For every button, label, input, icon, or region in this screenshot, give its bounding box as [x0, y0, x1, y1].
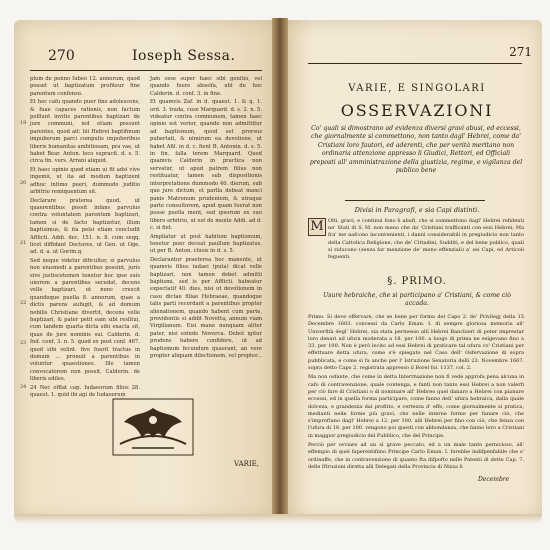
right-page-number: 271 [509, 45, 532, 59]
right-body-para: Primo. Si deve offervare, che se bene per forma del Capo 2. de' Privilegj della 15 Decembre 1603. concessi da Carlo Eman. I. di sempre gloriosa memoria all' Univerfità degl' Hebrei, sia stata permesso alli Hebrei Banchieri di poter imprestar loro denari ad ufura moderata a 18. per 100. a luogo di prima ne esigevano fino a 33. per 100. Non è però lecito ad essi Hebrei di praticare tal ufura co' Cristiani per effettuare detta ufura, come s'è spiegato nel Caso dell' Osfervazione di sopra pubblicata, e come si fa anche per l' Istruzione Senatoria delli 23. Novembre 1667. sopra detto Capo 2. registrata appresso il Borel fol. 1137. col. 2. [308, 314, 524, 372]
section-subtitle: Usure hebraiche, che si participano a' Cristiani, & come ciò accada. [323, 292, 511, 307]
left-col1-para: Et haec opinio quod etiam ui fit adsi vive ingemii, ut ita ad modum baptizent adhuc intimo pueri, dummodo juditio arbitrio remiquentum sit. [30, 166, 140, 196]
page-edge [14, 514, 542, 524]
left-col2-para: Declarantur praeterea hoc manente, ut quamvis filius iudaei (puta) dicat velle baptizari, non tamen debet admitti baptismi, sed is per Afflicti. habeatur expectatif 40. dies, nisi ut devotionem in casu dictae filiae Hebraeae, quandoque talis parti recordant a parentibus propter alienationem, quando habent cum parte, providentis si addit Novetta, annum viam Virgilianum. Eisi mane nunquam aliter pater, nisi exinde Noverca. Debet igitur prudens habere confidere, ut ad baptismum fecundum quaerant, an vere propter aliquam dilectionem, vel propter... [150, 256, 262, 360]
margin-number: 21 [20, 240, 27, 246]
left-running-title: Ioseph Sessa. [132, 48, 236, 64]
margin-number: 22 [20, 300, 27, 306]
heading-main: OSSERVAZIONI [340, 101, 494, 120]
right-catchword: Decembre [478, 476, 510, 483]
tailpiece-ornament [112, 398, 194, 456]
left-column-1 [30, 76, 140, 400]
left-col2-para: Jam osse super haec sibi genitio, vel quando fuere abseifa, ubl de hoc Calderin. d. conf. 3. in fine. [150, 76, 262, 97]
right-body-para: Ma non osfante, che come in detta Interrnazione non fi vede approfa pena alcuna in cafo di contravenzione, quale contenga, e fanti non tanto essi Hebrei a non valerfi per ciò fare di Cristiani o di nominare all' Hebreo quel danaro a Hebrei con pianure eccessi, ed in quella forma participare, come fanno dell' ufura hebraica, dalla quale dolceza, e grandezza dal profitto, e certezza d' effo, come giornalmente si pratica, medianti nelle forme più gravi, che nelle interne forme per fanare ciò, che s'impreftano dagl' Hebrei a 12. per 100. alli Hebrei per fino con ciò, che fenza con l'ufura di 18. per 100. vengono poi questi con abbondanza, che fanno loro a Cristiani in maggior pregiudicio del Pubblico, che del Principe. [308, 374, 524, 439]
drop-cap: M [308, 218, 326, 236]
left-col1-para: Et hoc cafu quando puer fine adolescens, & fuae capaces rationis, non factum polllunt invitis parentibus baptizari de jure communi, ied etiam possunt parentes, quod ait: liii Hebrei baptifmum impuberum parci compulis impuberibus liberis humanitas ambitiosam, pra vae, ut habet Bear. Anton. loco supracit. d. s. 5. circa fin. vers. Arrani aliquid. [30, 99, 140, 165]
right-header-rule [308, 63, 522, 64]
right-body [308, 314, 524, 473]
book-gutter [272, 18, 288, 522]
margin-number: 23 [20, 340, 27, 346]
left-col2-para: Et quamvis Zaf. in d. quaest. 1. & q. 1. ord. 3. trada, cuse Marquard. d. s. 2. n. 5. videatur contra communem, tamen haec opinio est verior, quando non admittitur ad baptismum, quod est prorsus pubertati, & nimirum ea devotione, ut habet Afil. in d. c. fient B. Antonin. d. s. 5. in fin. falla terem Marquard. Quod quamvis Calderin in practica non servatur, ut apud patrem filius non restituatur, tamen sub dispositionis interpretatione dummodo 40. dierum, sub quo jure dictum, et parlla debeat manci panis Matronum prudentem, & utraque parte consultorem, apud quam fuerat non posse puella ment, sed ipsorum ex suo libero arbitrio, ut est de mente Addi. ad d. c. si fiet. [150, 99, 262, 232]
left-col1-para: Sed neque videtur dificulter, si parvulus non eiusmodi a parentibus possint, juris sive justiscetemen tenetur hoc ipse suis uxorem a parentibus secedat, decens velle baptizari, ut nunc crescit quandoque puella 8. annorum, quae a dictis parens aufugit, & ad domum nobilis Christiane divertit, decens velle baptizari, & pater petit eam sibi reslitui, cum tandem quarta dicta sibi exacta sit, quae de jure nominis sui. Calderin. d. Ind. conf. 3. n. 5. quod ex post conf. 467. quod sibi velint. five fuerit tractus in domum ... pronuit a parentibus in voluntur quaestiones. Ille tamen convocatorem non possit, Calderin. de liberis ediles. [30, 257, 140, 383]
left-page-number: 270 [48, 48, 75, 64]
left-col2-para: Ampliatur ut post habitum baptismum, tenetur puer deceat paullum baptizatus, ut per B. Anton. clusis in d. s. 5. [150, 233, 262, 255]
margin-number: 20 [20, 180, 27, 186]
left-col1-para: plum de ponno Iubeo 12. annorum, quod posset ut baptizatum profiteur fine parentum confensu. [30, 76, 140, 97]
section-title: §. PRIMO. [387, 276, 447, 287]
margin-number: 19 [20, 120, 27, 126]
left-col1-bottom: 24 Nec offlat cap. Iudaeorum filios 28. quaest. 1. quid ibi agi de Iudaeorum [30, 384, 140, 399]
left-header-rule [30, 70, 262, 71]
divisi-line: Divisi in Paragrafi, e sia Capi distinti. [354, 206, 480, 214]
heading-subtitle: Co' quali si dimostrano ad evidenza diversi gravi abusi, ed eccessi, che giornalmente si commettono, non tanto dagl' Hebrei, come da' Cristiani loro fautori, ed aderenti, che per verità meritano non ordinaria attenzione appresso li Giudici, Rettori, ed Officiali preposti all' amministrazione della giustizia, regime, e vigilanza del publico bene [309, 125, 523, 175]
heading-top: VARIE, E SINGOLARI [348, 83, 486, 94]
left-column-2 [150, 76, 262, 361]
margin-number: 24 [20, 384, 27, 390]
right-body-para: Perciò per ovviare ad un sì grave peccato, ed a un male tanto pernicioso, all' effempio di quel faperentifimo Principe Carlo Eman. I. farebbe indifpenfabile che s' ordinaffe, che in contravenzione di quanto fta difpofto nelle Patenti di dette Cap. 7. delle Iftruzioni diretta alli Delegati della Provincia di Nizza li [308, 442, 524, 470]
intro-text: Olti, gravi, e continui fono li abufi, che si commettono dagl' Hebrei refidenti ne' Stati di S. M. non meno che da' Cristiani trafficanti con essi Hebrei; Ma fra' me nafcono inconvenienti, i danni considerabili in pregiudicio non tanto della Cattolica Religione, che de' Cittadini, Sudditi, e del bene publico, quali si riducono (senza far menzione de' meno effenziali) a' sei Capi, ed Articoli feguenti. [328, 218, 524, 261]
section-divider [345, 200, 485, 201]
left-col1-para: Declarare praterea quod, ut quaerentibus possit infans parvulus contra voluntatem parentum baptizari, tamen si de facto baptizetur, illum baptisimus, & ita pelsi etiam concludit Afflicti. Addi. dec. 151. n. 8. cum seqq. licet diffidant Doctores, ut Gen. ut Oge. ad. d. a. ut Gorim.q. [30, 197, 140, 256]
left-catchword: VARIE, [234, 460, 260, 468]
